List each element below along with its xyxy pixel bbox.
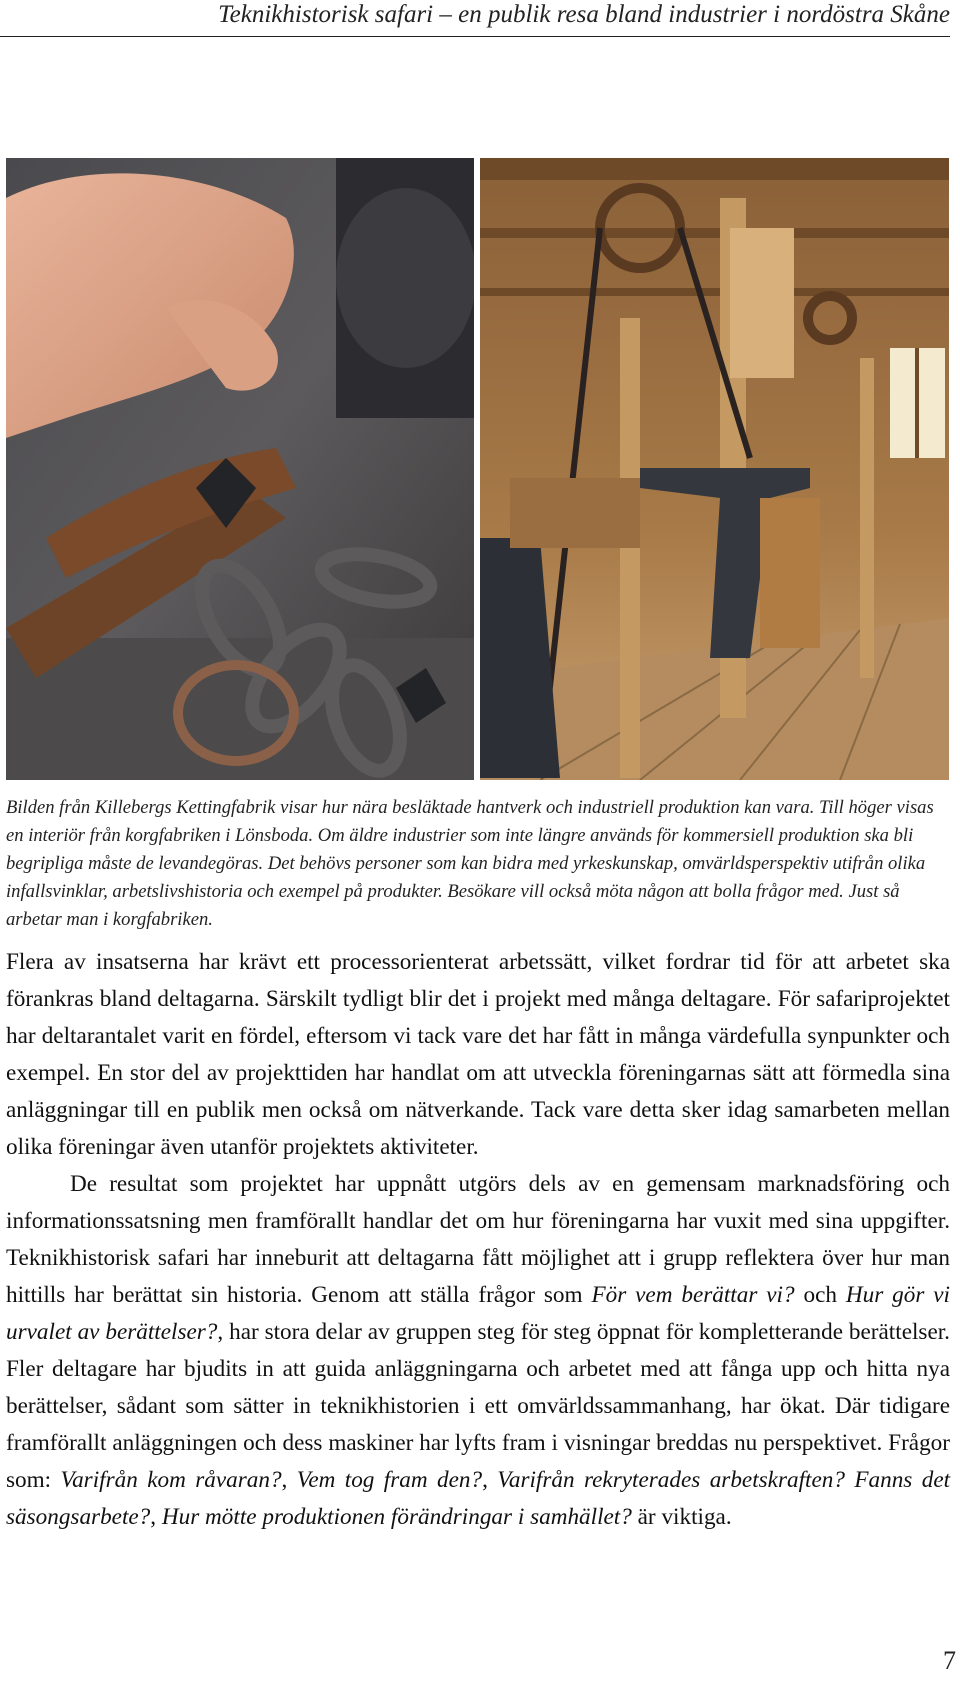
p2-text-1: De resultat som projektet har uppnått utgörs dels av en gemensam marknadsföring och informationssatsning men framförallt handlar det om hur föreningarna har vuxit med sina uppgifter. Teknikhistorisk safari har inneburit att deltagarna fått möjlighet att i grupp reflektera över hur man hittills har berättat sin historia. Genom att ställa frågor som — [6, 1171, 950, 1308]
question-who-developed: Vem tog fram den? — [296, 1467, 483, 1493]
photo-chain-forging — [6, 158, 474, 780]
body-text — [6, 944, 950, 1536]
p2-text-3: , har stora delar av gruppen steg för steg öppnat för kompletterande berättelser. Fler deltagare har bjudits in att guida anläggningarna och arbetet med att fånga upp och hitta nya berättelser, sådant som sätter in teknikhistorien i ett omvärldssammanhang, har ökat. Där tidigare framförallt anläggningen och dess maskiner har lyfts fram i visningar breddas nu perspektivet. Frågor som: — [6, 1319, 950, 1493]
photo-caption: Bilden från Killebergs Kettingfabrik visar hur nära besläktade hantverk och industriell produktion kan vara. Till höger visas en interiör från korgfabriken i Lönsboda. Om äldre industrier som inte längre används för kommersiell produktion ska bli begripliga måste de levandegöras. Det behövs personer som kan bidra med yrkeskunskap, omvärldsperspektiv utifrån olika infallsvinklar, arbetslivshistoria och exempel på produkter. Besökare vill också möta någon att bolla frågor med. Just så arbetar man i korgfabriken. — [6, 797, 934, 930]
running-header — [0, 0, 950, 37]
question-workforce: Varifrån rekryterades arbetskraften? — [497, 1467, 845, 1493]
header-title: Teknikhistorisk safari – en publik resa bland industrier i nordöstra Skåne — [218, 1, 950, 28]
question-selection: Hur gör vi urvalet av berättelser? — [6, 1282, 950, 1345]
separator-2: , — [482, 1467, 498, 1493]
paragraph-1: Flera av insatserna har krävt ett processorienterat arbetssätt, vilket fordrar tid för att arbetet ska förankras bland deltagarna. Särskilt tydligt blir det i projekt med många deltagare. För safariprojektet har deltarantalet varit en fördel, eftersom vi tack vare det har fått in många värdefulla synpunkter och exempel. En stor del av projekttiden har handlat om att utveckla föreningarnas sätt att förmedla sina anläggningar till en publik men också om nätverkande. Tack vare detta sker idag samarbeten mellan olika föreningar även utanför projektets aktiviteter. — [6, 949, 950, 1160]
question-seasonal-work: Fanns det säsongsarbete? — [6, 1467, 951, 1530]
separator-1: , — [281, 1467, 297, 1493]
paragraph-2 — [6, 1166, 950, 1536]
question-for-whom: För vem berättar vi? — [591, 1282, 795, 1308]
chain-photo-illustration — [6, 158, 474, 780]
separator-3 — [845, 1467, 854, 1493]
p2-text-2: och — [794, 1282, 846, 1308]
question-society-change: Hur mötte produktionen förändringar i samhället? — [161, 1504, 632, 1530]
photo-basket-factory-interior — [480, 158, 949, 780]
question-raw-material: Varifrån kom råvaran? — [60, 1467, 282, 1493]
factory-photo-illustration — [480, 158, 949, 780]
page-number: 7 — [943, 1646, 956, 1675]
p2-text-end: är viktiga. — [631, 1504, 732, 1530]
separator-4: , — [150, 1504, 162, 1530]
